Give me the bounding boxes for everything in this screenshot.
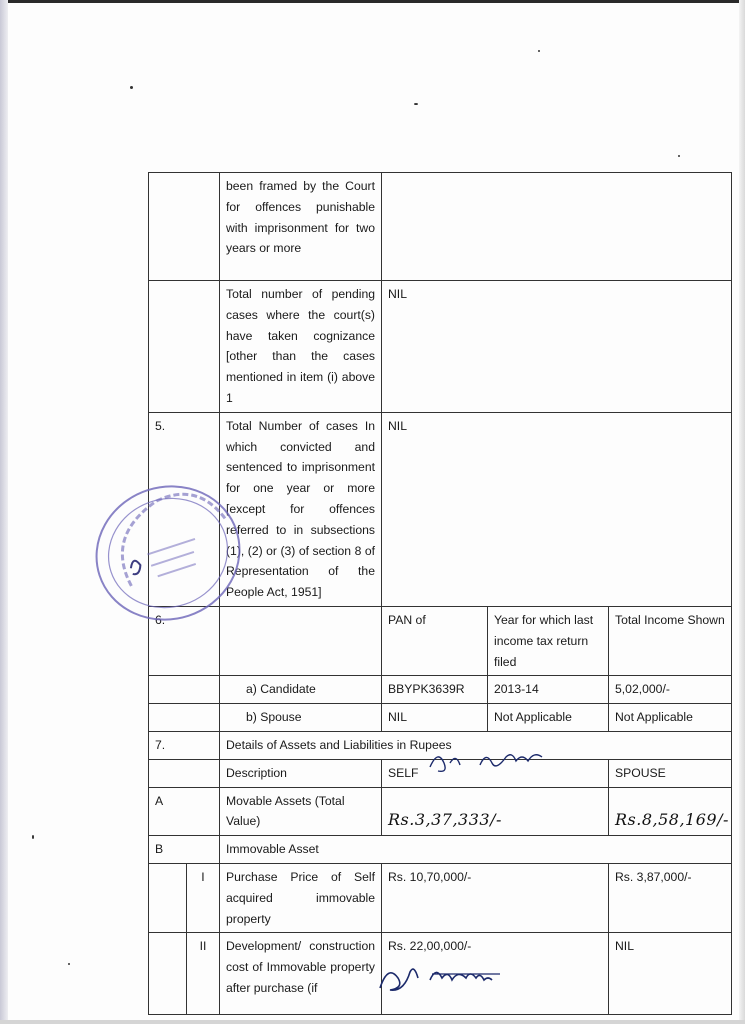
row-number: 6. bbox=[149, 606, 220, 675]
row-value: NIL bbox=[382, 412, 732, 606]
movable-self-value: Rs.3,37,333/- bbox=[388, 810, 502, 830]
movable-spouse-value: Rs.8,58,169/- bbox=[615, 810, 729, 830]
scan-bottom-edge bbox=[0, 1020, 745, 1024]
row-code: B bbox=[149, 836, 220, 864]
income-header: Total Income Shown bbox=[609, 606, 732, 675]
spouse-income: Not Applicable bbox=[609, 704, 732, 732]
row-description: Total number of pending cases where the court(s) have taken cognizance [other than the cases mentioned in item (i) above 1 bbox=[220, 281, 382, 413]
candidate-income: 5,02,000/- bbox=[609, 676, 732, 704]
table-row bbox=[149, 173, 732, 281]
row-description: Purchase Price of Self acquired immovable property bbox=[220, 863, 382, 932]
row-description: Immovable Asset bbox=[220, 836, 732, 864]
spouse-pan: NIL bbox=[382, 704, 488, 732]
row-description: Movable Assets (Total Value) bbox=[220, 787, 382, 836]
purchase-self-value: Rs. 10,70,000/- bbox=[382, 863, 609, 932]
table-row bbox=[149, 863, 732, 932]
row-roman: I bbox=[187, 863, 220, 932]
handwritten-signature bbox=[370, 950, 510, 1000]
scan-top-border bbox=[0, 0, 745, 3]
description-header: Description bbox=[220, 759, 382, 787]
row-value: NIL bbox=[382, 281, 732, 413]
scan-left-edge bbox=[0, 0, 8, 1024]
year-header: Year for which last income tax return filed bbox=[488, 606, 609, 675]
table-row bbox=[149, 676, 732, 704]
purchase-spouse-value: Rs. 3,87,000/- bbox=[609, 863, 732, 932]
self-header: SELF bbox=[382, 759, 609, 787]
pan-header: PAN of bbox=[382, 606, 488, 675]
table-row bbox=[149, 787, 732, 836]
row-code: A bbox=[149, 787, 220, 836]
row-description: been framed by the Court for offences punishable with imprisonment for two years or more bbox=[220, 173, 382, 281]
row-roman: II bbox=[187, 933, 220, 1015]
table-row bbox=[149, 704, 732, 732]
official-seal-stamp bbox=[93, 478, 243, 628]
spouse-header: SPOUSE bbox=[609, 759, 732, 787]
row-description: Total Number of cases In which convicted and sentenced to imprisonment for one year or more [except for offences referred to in subsections (1), (2) or (3) of section 8 of Representation of the People Act, 1951] bbox=[220, 412, 382, 606]
row-number: 7. bbox=[149, 731, 220, 759]
spouse-label: b) Spouse bbox=[220, 704, 382, 732]
spouse-year: Not Applicable bbox=[488, 704, 609, 732]
row-number: 5. bbox=[149, 412, 220, 606]
handwritten-initial-mark bbox=[410, 745, 570, 775]
table-row bbox=[149, 836, 732, 864]
row-value bbox=[382, 173, 732, 281]
row-description: Development/ construction cost of Immovable property after purchase (if bbox=[220, 933, 382, 1015]
table-row bbox=[149, 281, 732, 413]
candidate-pan: BBYPK3639R bbox=[382, 676, 488, 704]
development-spouse-value: NIL bbox=[609, 933, 732, 1015]
candidate-year: 2013-14 bbox=[488, 676, 609, 704]
development-self-value: Rs. 22,00,000/- bbox=[382, 933, 609, 1015]
row-description: Details of Assets and Liabilities in Rupees bbox=[220, 731, 732, 759]
candidate-label: a) Candidate bbox=[220, 676, 382, 704]
scan-right-edge bbox=[739, 0, 745, 1024]
